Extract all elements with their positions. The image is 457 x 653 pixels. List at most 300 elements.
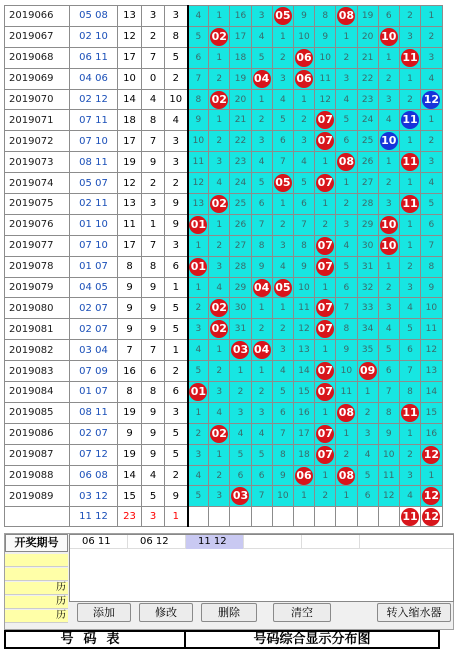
distribution-cell: 4 [378,110,399,131]
distribution-cell: 5 [188,26,209,47]
distribution-cell: 18 [230,47,251,68]
distribution-cell: 2 [315,214,336,235]
distribution-cell [399,47,420,68]
diff-cell: 4 [165,110,188,131]
distribution-cell: 3 [272,68,293,89]
draw-number: 03 [79,344,92,356]
number-ball: 07 [316,258,334,276]
distribution-cell: 3 [378,298,399,319]
numbers-cell [70,194,118,215]
distribution-cell [209,298,230,319]
draw-number: 05 [79,10,92,22]
table-row [5,235,443,256]
table-row [5,382,443,403]
distribution-cell: 8 [378,402,399,423]
number-ball: 02 [210,425,228,443]
summary-dist-cell [251,507,272,527]
distribution-cell: 1 [272,26,293,47]
distribution-cell: 7 [421,235,443,256]
distribution-cell: 1 [230,361,251,382]
sum-cell: 13 [118,194,142,215]
draw-number: 09 [95,365,108,377]
side-row: 历 [5,582,68,595]
distribution-cell: 4 [399,486,420,507]
numbers-cell [70,214,118,235]
distribution-cell [293,47,314,68]
distribution-cell: 10 [421,298,443,319]
distribution-cell: 12 [421,340,443,361]
distribution-cell: 1 [209,110,230,131]
distribution-cell: 19 [357,6,378,27]
diff-cell: 10 [165,89,188,110]
number-ball: 09 [359,362,377,380]
period-cell: 2019068 [5,47,70,68]
distribution-cell: 3 [209,152,230,173]
distribution-cell: 21 [357,47,378,68]
distribution-cell: 7 [272,423,293,444]
diff-cell: 9 [165,214,188,235]
period-cell: 2019074 [5,173,70,194]
draw-number: 03 [79,490,92,502]
span-cell: 9 [142,423,165,444]
distribution-cell: 1 [378,256,399,277]
distribution-cell: 1 [399,131,420,152]
distribution-cell [272,277,293,298]
distribution-cell [336,465,357,486]
table-row [5,173,443,194]
numbers-cell [70,68,118,89]
sum-cell: 15 [118,486,142,507]
chip-item[interactable]: 06 11 [70,535,128,549]
distribution-cell: 7 [251,486,272,507]
summary-dist-cell [188,507,209,527]
distribution-cell: 3 [421,47,443,68]
chip-item-empty[interactable] [244,535,302,549]
distribution-chart-title: 号码综合显示分布图 [253,632,371,647]
distribution-cell: 12 [188,173,209,194]
number-ball: 04 [253,70,271,88]
summary-number: 12 [95,511,108,523]
distribution-cell: 3 [336,68,357,89]
distribution-cell: 2 [399,444,420,465]
distribution-cell: 8 [188,89,209,110]
number-ball: 06 [295,49,313,67]
table-row [5,47,443,68]
distribution-cell: 2 [315,486,336,507]
draw-number: 02 [79,198,92,210]
sum-cell: 19 [118,444,142,465]
diff-cell: 2 [165,68,188,89]
numbers-cell [70,256,118,277]
distribution-cell: 11 [188,152,209,173]
distribution-cell: 19 [230,68,251,89]
distribution-cell: 2 [188,298,209,319]
distribution-cell [209,194,230,215]
distribution-cell: 7 [293,214,314,235]
table-row [5,256,443,277]
distribution-cell: 6 [188,47,209,68]
numbers-cell [70,89,118,110]
summary-dist-cell [378,507,399,527]
distribution-cell [421,89,443,110]
distribution-cell: 16 [421,423,443,444]
distribution-cell: 3 [188,444,209,465]
distribution-cell: 2 [209,235,230,256]
period-cell: 2019076 [5,214,70,235]
table-row [5,361,443,382]
distribution-cell: 3 [293,131,314,152]
number-ball: 01 [189,216,207,234]
span-cell: 7 [142,47,165,68]
distribution-cell: 30 [357,235,378,256]
distribution-cell: 13 [293,340,314,361]
number-ball: 08 [337,153,355,171]
span-cell: 4 [142,465,165,486]
span-cell: 3 [142,194,165,215]
distribution-cell: 4 [188,465,209,486]
distribution-cell: 27 [230,235,251,256]
distribution-cell: 1 [336,26,357,47]
span-cell: 1 [142,214,165,235]
distribution-cell: 4 [251,423,272,444]
sum-cell: 12 [118,173,142,194]
diff-cell: 3 [165,235,188,256]
period-cell: 2019075 [5,194,70,215]
draw-number: 07 [79,135,92,147]
numbers-cell [70,402,118,423]
sum-cell: 17 [118,131,142,152]
distribution-cell: 25 [357,131,378,152]
period-cell: 2019078 [5,256,70,277]
diff-cell: 6 [165,256,188,277]
draw-number: 06 [79,52,92,64]
table-row [5,423,443,444]
distribution-cell: 8 [293,235,314,256]
distribution-cell: 28 [230,256,251,277]
distribution-cell: 17 [230,26,251,47]
span-cell: 3 [142,6,165,27]
draw-number: 10 [95,135,108,147]
diff-cell: 5 [165,444,188,465]
distribution-cell: 1 [399,214,420,235]
distribution-cell: 2 [209,68,230,89]
numbers-cell [70,6,118,27]
period-cell: 2019084 [5,382,70,403]
sum-cell: 19 [118,152,142,173]
span-cell: 8 [142,256,165,277]
sum-cell: 12 [118,26,142,47]
distribution-cell: 1 [315,402,336,423]
distribution-cell: 2 [421,26,443,47]
span-cell: 2 [142,26,165,47]
number-ball: 02 [210,28,228,46]
distribution-cell: 12 [378,486,399,507]
period-cell: 2019072 [5,131,70,152]
table-row [5,131,443,152]
period-cell: 2019070 [5,89,70,110]
distribution-cell [336,402,357,423]
distribution-cell: 3 [251,6,272,27]
summary-dist-cell [399,507,420,527]
distribution-cell: 12 [293,319,314,340]
summary-numbers-cell [70,507,118,527]
chip-item[interactable]: 06 12 [128,535,186,549]
distribution-cell [272,173,293,194]
clear-button[interactable]: 清空 [273,603,331,622]
distribution-cell: 4 [251,152,272,173]
distribution-cell: 1 [209,6,230,27]
distribution-cell: 15 [293,382,314,403]
summary-diff-cell: 1 [165,507,188,527]
distribution-cell: 6 [293,194,314,215]
distribution-cell: 6 [378,361,399,382]
draw-number: 02 [79,302,92,314]
number-ball: 05 [274,174,292,192]
draw-number: 11 [95,114,108,126]
distribution-cell: 24 [230,173,251,194]
number-ball: 10 [380,216,398,234]
draw-number: 11 [95,198,108,210]
period-cell: 2019088 [5,465,70,486]
distribution-cell: 1 [399,423,420,444]
distribution-cell: 26 [357,152,378,173]
sum-cell: 9 [118,298,142,319]
span-cell: 8 [142,110,165,131]
distribution-cell: 1 [188,235,209,256]
chip-item-selected[interactable]: 11 12 [186,535,244,549]
diff-cell: 8 [165,26,188,47]
distribution-cell: 2 [251,319,272,340]
distribution-cell: 11 [421,319,443,340]
distribution-cell: 9 [272,465,293,486]
sum-cell: 7 [118,340,142,361]
distribution-cell: 24 [357,110,378,131]
span-cell: 9 [142,444,165,465]
distribution-cell: 3 [357,423,378,444]
distribution-cell: 2 [272,214,293,235]
distribution-cell [315,256,336,277]
distribution-cell: 16 [230,6,251,27]
chip-item-empty[interactable] [302,535,360,549]
number-ball: 02 [210,299,228,317]
distribution-cell: 5 [251,173,272,194]
distribution-cell: 1 [209,47,230,68]
distribution-cell: 30 [230,298,251,319]
draw-number: 08 [79,156,92,168]
distribution-cell: 26 [230,214,251,235]
number-ball: 08 [337,467,355,485]
numbers-cell [70,486,118,507]
diff-cell: 3 [165,6,188,27]
numbers-cell [70,382,118,403]
number-ball: 07 [316,425,334,443]
table-row [5,110,443,131]
distribution-cell: 4 [188,340,209,361]
number-ball: 10 [380,132,398,150]
edit-button[interactable]: 修改 [139,603,193,622]
table-row [5,444,443,465]
distribution-cell [188,214,209,235]
diff-cell: 1 [165,340,188,361]
distribution-cell: 22 [357,68,378,89]
distribution-cell: 10 [293,277,314,298]
distribution-cell: 7 [336,298,357,319]
draw-number: 04 [95,344,108,356]
diff-cell: 2 [165,173,188,194]
summary-dist-cell [272,507,293,527]
distribution-cell: 12 [315,89,336,110]
sum-cell: 14 [118,465,142,486]
distribution-cell: 13 [421,361,443,382]
distribution-cell: 6 [230,465,251,486]
panel-label: 开奖期号 [5,534,68,552]
distribution-cell [336,6,357,27]
sum-cell: 17 [118,47,142,68]
span-cell: 8 [142,382,165,403]
diff-cell: 2 [165,361,188,382]
diff-cell: 5 [165,47,188,68]
distribution-cell: 3 [230,402,251,423]
sum-cell: 16 [118,361,142,382]
distribution-cell: 1 [315,465,336,486]
distribution-cell: 5 [188,486,209,507]
distribution-cell: 4 [209,277,230,298]
distribution-cell: 2 [251,382,272,403]
distribution-cell: 4 [209,402,230,423]
distribution-cell: 1 [188,277,209,298]
distribution-cell [336,152,357,173]
distribution-cell [251,68,272,89]
draw-number: 08 [79,407,92,419]
distribution-cell: 5 [188,361,209,382]
distribution-cell [315,131,336,152]
summary-ball: 11 [401,508,419,526]
distribution-cell: 2 [399,256,420,277]
distribution-cell [315,110,336,131]
distribution-cell [315,319,336,340]
numbers-cell [70,152,118,173]
distribution-cell: 31 [357,256,378,277]
distribution-cell: 8 [399,382,420,403]
distribution-cell: 21 [230,110,251,131]
number-ball: 05 [274,7,292,25]
draw-number: 11 [95,156,108,168]
distribution-cell: 1 [378,47,399,68]
distribution-cell: 5 [336,110,357,131]
number-ball: 12 [422,446,440,464]
distribution-cell: 4 [336,235,357,256]
side-row [5,554,68,567]
distribution-cell [399,152,420,173]
number-ball: 07 [316,111,334,129]
number-ball: 12 [422,487,440,505]
table-row [5,26,443,47]
numbers-cell [70,340,118,361]
shrink-transfer-button[interactable]: 转入缩水器 [377,603,451,622]
number-ball: 07 [316,132,334,150]
distribution-cell: 5 [272,382,293,403]
draw-number: 07 [95,261,108,273]
number-table-title: 号码表 [6,632,186,647]
delete-button[interactable]: 删除 [201,603,257,622]
distribution-cell: 5 [399,319,420,340]
summary-dist-cell [421,507,443,527]
distribution-cell: 2 [378,173,399,194]
distribution-cell [421,486,443,507]
number-ball: 07 [316,174,334,192]
distribution-cell: 2 [209,131,230,152]
distribution-cell: 25 [230,194,251,215]
draw-number: 07 [95,428,108,440]
number-ball: 11 [401,111,419,129]
span-cell: 9 [142,402,165,423]
summary-row [5,507,443,527]
distribution-cell: 35 [357,340,378,361]
numbers-cell [70,423,118,444]
distribution-cell: 5 [421,194,443,215]
distribution-cell: 10 [272,486,293,507]
table-row [5,340,443,361]
table-row [5,89,443,110]
diff-cell: 5 [165,423,188,444]
distribution-cell: 6 [421,214,443,235]
distribution-cell: 3 [251,402,272,423]
distribution-cell: 20 [357,26,378,47]
period-cell: 2019085 [5,402,70,423]
period-cell: 2019082 [5,340,70,361]
numbers-cell [70,47,118,68]
number-ball: 01 [189,383,207,401]
sum-cell: 11 [118,214,142,235]
distribution-cell: 29 [230,277,251,298]
distribution-cell [230,486,251,507]
sum-cell: 17 [118,235,142,256]
distribution-cell: 33 [357,298,378,319]
distribution-cell: 4 [293,152,314,173]
distribution-cell: 1 [251,298,272,319]
distribution-cell: 1 [315,340,336,361]
distribution-cell: 10 [378,444,399,465]
distribution-cell: 29 [357,214,378,235]
distribution-cell: 5 [230,444,251,465]
distribution-cell: 31 [230,319,251,340]
span-cell: 7 [142,340,165,361]
table-row [5,298,443,319]
distribution-cell: 2 [293,110,314,131]
distribution-cell: 14 [421,382,443,403]
span-cell: 7 [142,235,165,256]
number-ball: 11 [401,404,419,422]
distribution-cell [209,26,230,47]
distribution-cell: 4 [357,444,378,465]
draw-number: 01 [79,261,92,273]
distribution-cell [315,361,336,382]
add-button[interactable]: 添加 [77,603,131,622]
number-ball: 06 [295,70,313,88]
summary-number: 11 [79,511,92,523]
distribution-cell: 4 [230,423,251,444]
distribution-cell: 2 [421,131,443,152]
distribution-cell: 9 [378,423,399,444]
number-ball: 01 [189,258,207,276]
summary-span-cell: 3 [142,507,165,527]
diff-cell: 2 [165,465,188,486]
period-cell: 2019077 [5,235,70,256]
distribution-cell: 2 [251,110,272,131]
distribution-cell: 3 [209,486,230,507]
chip-list[interactable] [69,534,454,602]
distribution-cell: 1 [293,486,314,507]
